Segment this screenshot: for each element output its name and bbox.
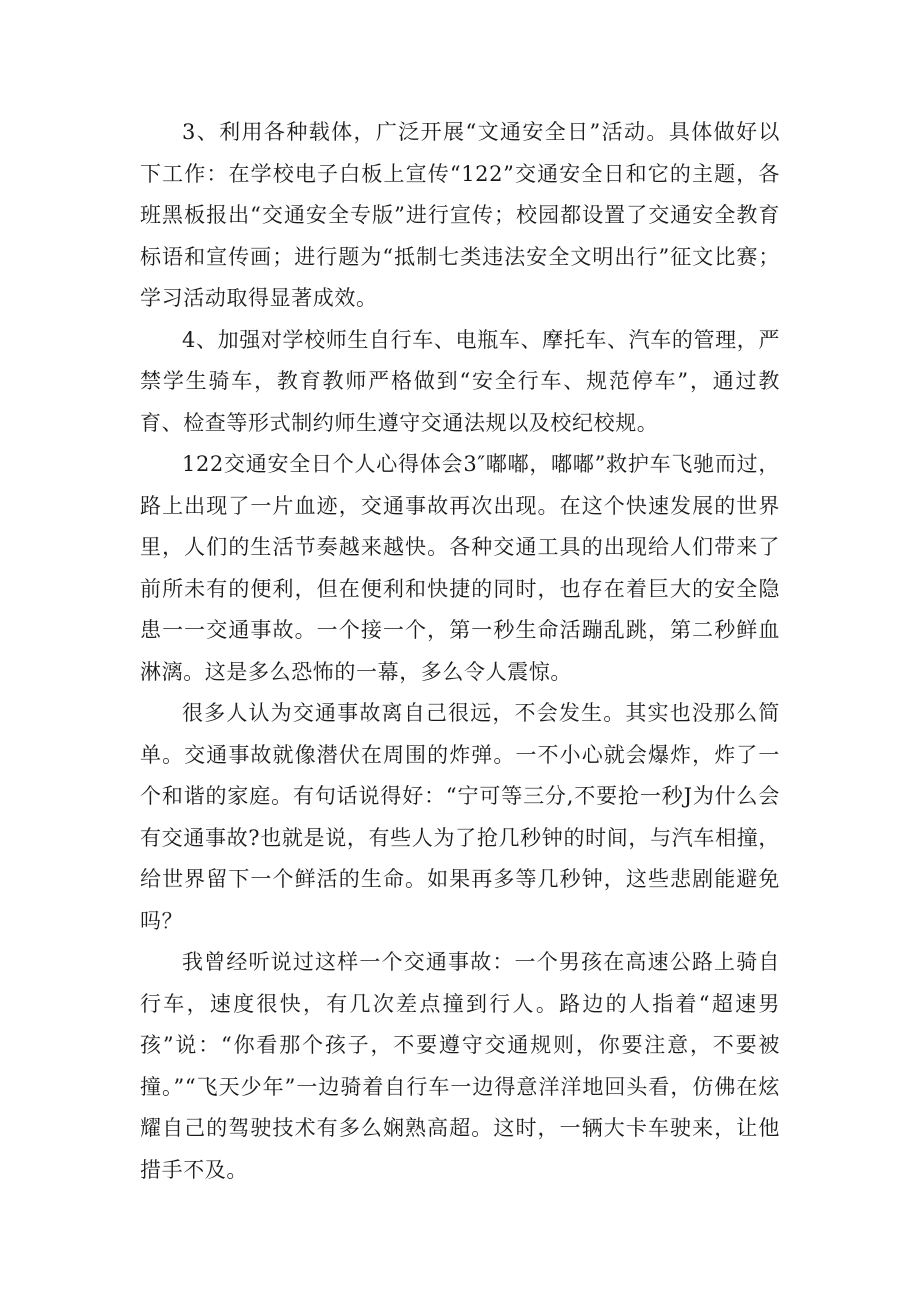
paragraph-experience-intro: 122交通安全日个人心得体会3″嘟嘟，嘟嘟”救护车飞驰而过，路上出现了一片血迹，交通事故再次出现。在这个快速发展的世界里，人们的生活节奏越来越快。各种交通工具的出现给人们带来了前所未有的便利，但在便利和快捷的同时，也存在着巨大的安全隐患一一交通事故。一个接一个，第一秒生命活蹦乱跳，第二秒鲜血淋漓。这是多么恐怖的一幕，多么令人震惊。 — [140, 452, 780, 684]
paragraph-boy-story: 我曾经听说过这样一个交通事故：一个男孩在高速公路上骑自行车，速度很快，有几次差点撞到行人。路边的人指着“超速男孩”说：“你看那个孩子，不要遵守交通规则，你要注意，不要被撞。”“飞天少年”一边骑着自行车一边得意洋洋地回头看，仿佛在炫耀自己的驾驶技术有多么娴熟高超。这时，一辆大卡车驶来，让他措手不及。 — [140, 950, 780, 1182]
paragraph-item-3: 3、利用各种载体，广泛开展“文通安全日”活动。具体做好以下工作：在学校电子白板上宣传“122”交通安全日和它的主题，各班黑板报出“交通安全专版”进行宣传；校园都设置了交通安全教育标语和宣传画；进行题为“抵制七类违法安全文明出行”征文比赛；学习活动取得显著成效。 — [140, 120, 780, 310]
paragraph-item-4: 4、加强对学校师生自行车、电瓶车、摩托车、汽车的管理，严禁学生骑车，教育教师严格做到“安全行车、规范停车”，通过教育、检查等形式制约师生遵守交通法规以及校纪校规。 — [140, 327, 780, 435]
paragraph-accident-bomb: 很多人认为交通事故离自己很远，不会发生。其实也没那么简单。交通事故就像潜伏在周围的炸弹。一不小心就会爆炸，炸了一个和谐的家庭。有句话说得好：“宁可等三分,不要抢一秒J为什么会有交通事故?也就是说，有些人为了抢几秒钟的时间，与汽车相撞，给世界留下一个鲜活的生命。如果再多等几秒钟，这些悲剧能避免吗？ — [140, 701, 780, 933]
document-body — [140, 112, 780, 1191]
